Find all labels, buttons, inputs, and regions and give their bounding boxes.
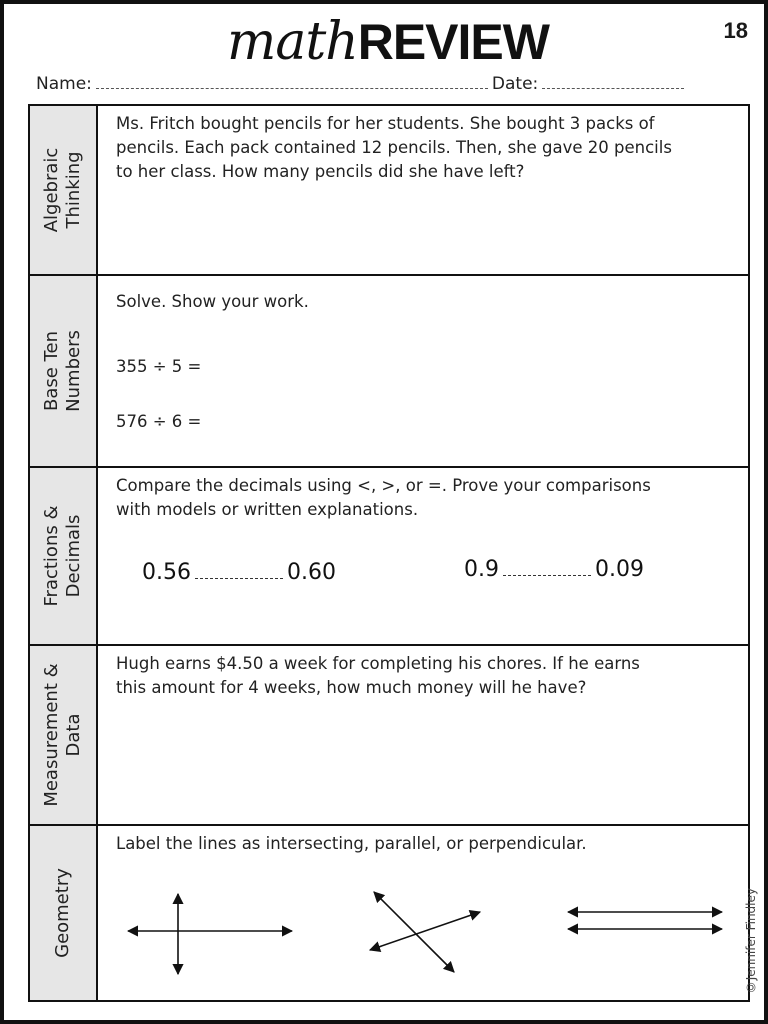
row-geometry	[30, 824, 748, 1000]
comparison-2	[464, 557, 644, 582]
title-bold-word: REVIEW	[357, 14, 549, 70]
problem-line: this amount for 4 weeks, how much money will he have?	[116, 678, 587, 697]
section-label-measurement-data	[30, 646, 98, 824]
name-blank[interactable]	[96, 74, 488, 89]
section-label-geometry	[30, 826, 98, 1000]
worksheet-title	[4, 12, 768, 76]
section-label-line2: Numbers	[63, 330, 84, 412]
section-label-line2: Data	[63, 713, 84, 757]
section-label-line1: Base Ten	[41, 331, 62, 411]
comparison-1	[142, 560, 336, 585]
division-problem: 576 ÷ 6 =	[116, 412, 202, 431]
section-label-line1: Fractions &	[41, 505, 62, 607]
intersecting-lines-figure	[370, 892, 480, 972]
decimal-comparison-prompt	[116, 474, 730, 522]
division-problems	[116, 290, 730, 434]
row-base-ten-numbers	[30, 274, 748, 466]
name-label: Name:	[36, 74, 92, 94]
geometry-instruction: Label the lines as intersecting, parallel, or perpendicular.	[116, 834, 587, 853]
section-label-line2: Decimals	[63, 514, 84, 598]
section-label-fractions-decimals	[30, 468, 98, 644]
line-diagrams	[98, 866, 748, 1002]
comparison-right-value: 0.60	[286, 560, 336, 585]
division-problem: 355 ÷ 5 =	[116, 357, 202, 376]
row-algebraic-thinking	[30, 106, 748, 274]
row-measurement-data	[30, 644, 748, 824]
comparison-left-value: 0.56	[142, 560, 191, 585]
problem-line: pencils. Each pack contained 12 pencils. Then, she gave 20 pencils	[116, 138, 672, 157]
copyright-watermark: ©Jennifer Findley	[744, 887, 758, 994]
section-label-line1: Measurement &	[41, 663, 62, 807]
problem-line: to her class. How many pencils did she have left?	[116, 162, 525, 181]
problem-line: Ms. Fritch bought pencils for her students. She bought 3 packs of	[116, 114, 655, 133]
date-blank[interactable]	[542, 74, 684, 89]
page-number: 18	[723, 18, 748, 43]
word-problem-pencils	[116, 112, 730, 184]
comparison-left-value: 0.9	[464, 557, 499, 582]
problem-line: with models or written explanations.	[116, 500, 419, 519]
section-label-algebraic-thinking	[30, 106, 98, 274]
parallel-lines-figure	[568, 912, 722, 929]
section-label-line1: Geometry	[52, 868, 73, 958]
section-label-line2: Thinking	[63, 151, 84, 229]
section-label-line1: Algebraic	[41, 147, 62, 233]
row-fractions-decimals	[30, 466, 748, 644]
problem-line: Hugh earns $4.50 a week for completing his chores. If he earns	[116, 654, 640, 673]
word-problem-chores	[116, 652, 730, 700]
title-script-word: math	[227, 12, 358, 72]
comparison-right-value: 0.09	[595, 557, 644, 582]
name-date-line	[36, 74, 736, 100]
comparison-answer-blank[interactable]	[195, 564, 283, 579]
section-label-base-ten-numbers	[30, 276, 98, 466]
comparison-answer-blank[interactable]	[503, 561, 591, 576]
perpendicular-lines-figure	[128, 894, 292, 974]
problem-line: Compare the decimals using <, >, or =. Prove your comparisons	[116, 476, 651, 495]
review-grid	[28, 104, 750, 1002]
instruction-text: Solve. Show your work.	[116, 292, 309, 311]
date-label: Date:	[491, 74, 539, 94]
